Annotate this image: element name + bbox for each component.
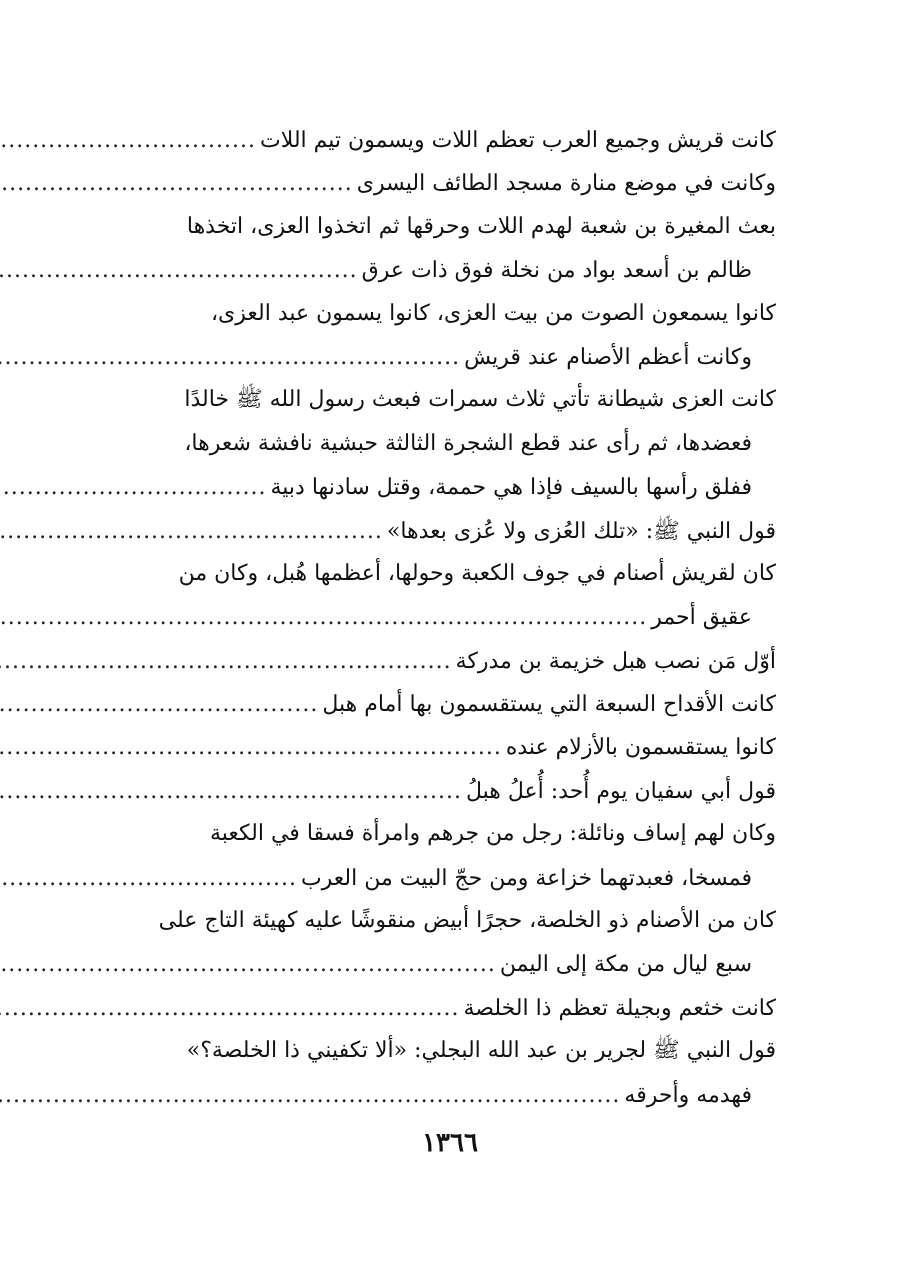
index-entry xyxy=(128,812,776,855)
index-entry xyxy=(128,725,776,768)
leader-dots xyxy=(0,683,318,726)
entry-text: كان من الأصنام ذو الخلصة، حجرًا أبيض منقوشًا عليه كهيئة التاج على xyxy=(158,908,776,934)
leader-dots xyxy=(0,857,297,900)
entry-text: ففلق رأسها بالسيف فإذا هي حممة، وقتل سادنها دبية xyxy=(270,475,752,501)
leader-dots xyxy=(0,466,267,509)
leader-dots xyxy=(0,162,353,205)
entry-text: كانت قريش وجميع العرب تعظم اللات ويسمون تيم اللات xyxy=(260,128,776,153)
entry-text: سبع ليال من مكة إلى اليمن xyxy=(499,952,752,978)
leader-dots xyxy=(0,987,459,1030)
leader-dots xyxy=(0,249,358,292)
entry-text: كانوا يستقسمون بالأزلام عنده xyxy=(505,735,776,761)
index-entry xyxy=(128,118,776,161)
index-entry-continuation xyxy=(128,942,776,985)
leader-dots xyxy=(0,943,496,986)
entry-text: ظالم بن أسعد بواد من نخلة فوق ذات عرق xyxy=(361,258,752,284)
entry-text: وكانت أعظم الأصنام عند قريش xyxy=(464,344,752,370)
index-list xyxy=(128,118,776,1116)
leader-dots xyxy=(0,640,452,683)
entry-text: وكان لهم إساف ونائلة: رجل من جرهم وامرأة فسقا في الكعبة xyxy=(209,821,776,847)
entry-text: كانت خثعم وبجيلة تعظم ذا الخلصة xyxy=(463,995,776,1021)
entry-text: بعث المغيرة بن شعبة لهدم اللات وحرقها ثم اتخذوا العزى، اتخذها xyxy=(186,213,776,239)
entry-text: كانت الأقداح السبعة التي يستقسمون بها أمام هبل xyxy=(322,692,776,718)
leader-dots xyxy=(0,119,256,162)
index-entry-continuation xyxy=(128,595,776,638)
entry-text: كانوا يسمعون الصوت من بيت العزى، كانوا يسمون عبد العزى، xyxy=(210,300,776,326)
entry-text: فمسخا، فعبدتهما خزاعة ومن حجّ البيت من العرب xyxy=(300,865,752,891)
entry-text: عقيق أحمر xyxy=(651,605,752,631)
index-entry xyxy=(128,509,776,552)
index-entry xyxy=(128,682,776,725)
entry-text: فعضدها، ثم رأى عند قطع الشجرة الثالثة حبشية نافشة شعرها، xyxy=(184,430,752,456)
index-entry-continuation xyxy=(128,465,776,508)
index-entry-continuation xyxy=(128,1073,776,1116)
leader-dots xyxy=(0,336,460,379)
index-entry xyxy=(128,552,776,595)
index-entry-continuation xyxy=(128,856,776,899)
entry-text: أوّل مَن نصب هبل خزيمة بن مدركة xyxy=(455,648,776,674)
entry-text: وكانت في موضع منارة مسجد الطائف اليسرى xyxy=(356,171,776,197)
leader-dots xyxy=(0,596,647,639)
entry-text: قول أبي سفيان يوم أُحد: أُعلُ هبلُ xyxy=(465,778,776,804)
leader-dots xyxy=(0,510,383,553)
page-folio-number: ١٣٦٦ xyxy=(422,1128,478,1158)
entry-text: فهدمه وأحرقه xyxy=(624,1082,752,1108)
index-entry xyxy=(128,899,776,942)
index-entry-continuation xyxy=(128,248,776,291)
leader-dots xyxy=(0,726,502,769)
index-entry xyxy=(128,292,776,335)
index-entry xyxy=(128,769,776,812)
entry-text: قول النبي ﷺ لجرير بن عبد الله البجلي: «ألا تكفيني ذا الخلصة؟» xyxy=(186,1038,776,1064)
leader-dots xyxy=(0,770,462,813)
index-entry xyxy=(128,205,776,248)
entry-text: قول النبي ﷺ: «تلك العُزى ولا عُزى بعدها» xyxy=(386,518,776,544)
index-entry xyxy=(128,986,776,1029)
index-entry xyxy=(128,378,776,421)
index-entry-continuation xyxy=(128,335,776,378)
index-entry xyxy=(128,1029,776,1072)
index-entry xyxy=(128,161,776,204)
entry-text: كانت العزى شيطانة تأتي ثلاث سمرات فبعث رسول الله ﷺ خالدًا xyxy=(184,387,776,413)
entry-text: كان لقريش أصنام في جوف الكعبة وحولها، أعظمها هُبل، وكان من xyxy=(178,560,776,586)
index-entry xyxy=(128,639,776,682)
index-entry-continuation xyxy=(128,422,776,465)
leader-dots xyxy=(0,1074,620,1117)
